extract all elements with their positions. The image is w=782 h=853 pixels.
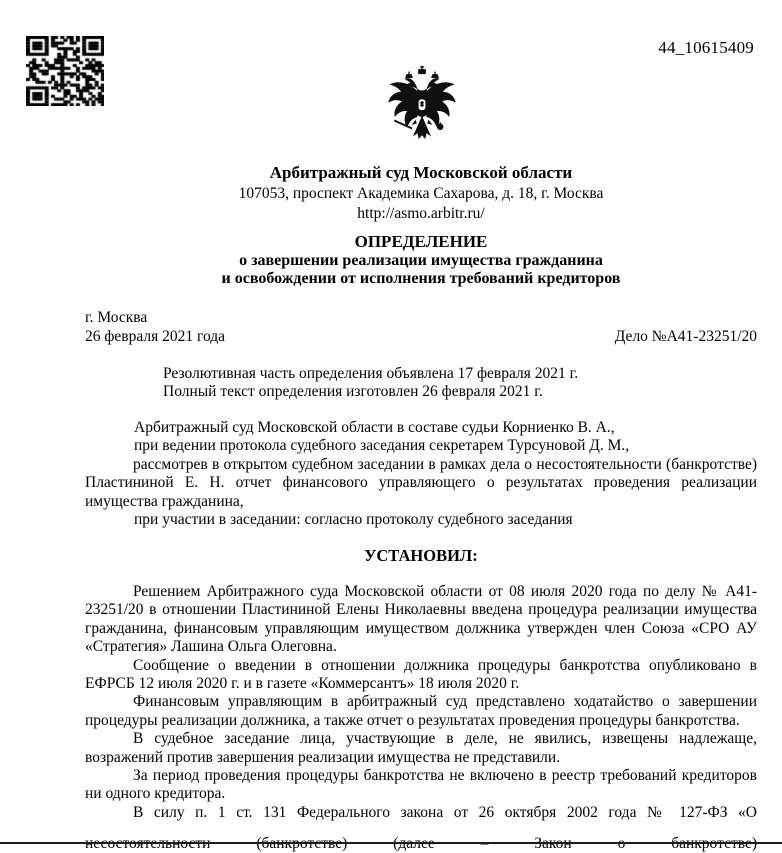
case-review-paragraph: рассмотрев в открытом судебном заседании в рамках дела о несостоятельности (банкротстве) Пластининой Е. Н. отчет финансового управляющего о результатах проведения реализации имущества гражданина, <box>85 455 757 510</box>
established-heading: УСТАНОВИЛ: <box>364 546 478 565</box>
secretary-line: при ведении протокола судебного заседания секретарем Турсуновой Д. М., <box>134 437 630 455</box>
paragraph: Финансовым управляющим в арбитражный суд представлено ходатайство о завершении процедуры реализации должника, а также отчет о результатах проведения процедуры банкротства. <box>85 693 757 729</box>
document-number: 44_10615409 <box>658 38 754 57</box>
preamble <box>85 419 757 529</box>
document-type: ОПРЕДЕЛЕНИЕ <box>354 232 488 251</box>
judge-line: Арбитражный суд Московской области в составе судьи Корниенко В. А., <box>134 419 615 436</box>
clipped-paragraph-line <box>85 835 757 842</box>
full-text-made-line: Полный текст определения изготовлен 26 февраля 2021 г. <box>163 383 543 401</box>
court-name: Арбитражный суд Московской области <box>269 163 573 182</box>
case-info <box>85 309 757 346</box>
resolution-announced-line: Резолютивная часть определения объявлена 17 февраля 2021 г. <box>163 365 579 382</box>
document-subtitle-2: и освобождении от исполнения требований кредиторов <box>221 270 621 288</box>
established-paragraphs <box>85 583 757 822</box>
paragraph: В судебное заседание лица, участвующие в деле, не явились, извещены надлежаще, возражений против завершения реализации имущества не представили. <box>85 730 757 766</box>
attendance-line: при участии в заседании: согласно протоколу судебного заседания <box>134 511 573 529</box>
qr-code-icon <box>26 36 104 106</box>
paragraph: Сообщение о введении в отношении должника процедуры банкротства опубликовано в ЕФРСБ 12 июля 2020 г. и в газете «Коммерсантъ» 18 июля 2020 г. <box>85 656 757 693</box>
page-bottom-rule <box>0 842 782 844</box>
decision-date: 26 февраля 2021 года <box>85 327 226 345</box>
case-number: Дело №А41-23251/20 <box>614 327 757 345</box>
court-address: 107053, проспект Академика Сахарова, д. 18, г. Москва <box>238 184 604 202</box>
court-header <box>85 163 757 225</box>
court-website: http://asmo.arbitr.ru/ <box>357 205 485 222</box>
paragraph: Решением Арбитражного суда Московской области от 08 июля 2020 года по делу № А41-23251/20 в отношении Пластининой Елены Николаевны введена процедура реализации имущества гражданина, финансовым управляющим имуществом должника утвержден член Союза «СРО АУ «Стратегия» Лашина Ольга Олеговна. <box>85 583 757 656</box>
paragraph: В силу п. 1 ст. 131 Федерального закона от 26 октября 2002 года № 127-ФЗ «О <box>133 803 757 821</box>
document-subtitle-1: о завершении реализации имущества гражданина <box>239 251 603 269</box>
russian-coat-of-arms-icon <box>383 64 461 148</box>
paragraph: За период проведения процедуры банкротства не включено в реестр требований кредиторов ни одного кредитора. <box>85 767 757 803</box>
city: г. Москва <box>85 309 148 326</box>
document-title <box>85 233 757 289</box>
announcement <box>85 365 757 402</box>
